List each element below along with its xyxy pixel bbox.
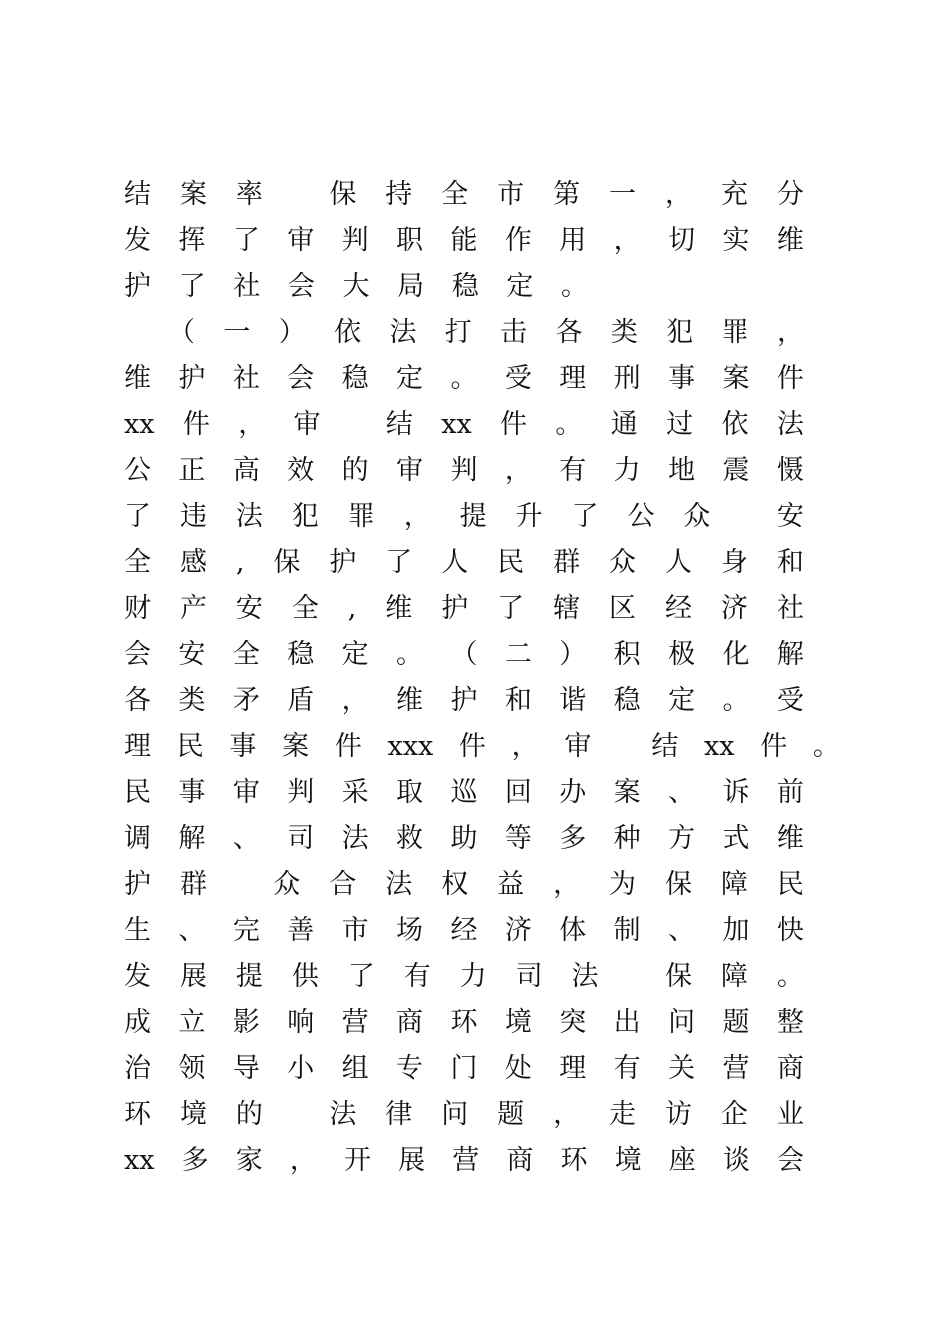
text-line: 发 挥 了 审 判 职 能 作 用 ， 切 实 维 bbox=[124, 225, 804, 256]
text-line: 发 展 提 供 了 有 力 司 法 保 障 。 bbox=[124, 961, 804, 992]
body-text bbox=[124, 172, 840, 1184]
text-line: 环 境 的 法 律 问 题 ， 走 访 企 业 bbox=[124, 1099, 804, 1130]
text-line: 治 领 导 小 组 专 门 处 理 有 关 营 商 bbox=[124, 1053, 804, 1084]
text-line: 护 了 社 会 大 局 稳 定 。 bbox=[124, 271, 588, 302]
text-line: 民 事 审 判 采 取 巡 回 办 案 、 诉 前 bbox=[124, 777, 804, 808]
text-line: 生 、 完 善 市 场 经 济 体 制 、 加 快 bbox=[124, 915, 804, 946]
text-line: 护 群 众 合 法 权 益 ， 为 保 障 民 bbox=[124, 869, 804, 900]
section-heading-line: （ 一 ） 依 法 打 击 各 类 犯 罪 ， bbox=[168, 317, 804, 348]
text-line: 会 安 全 稳 定 。 （ 二 ） 积 极 化 解 bbox=[124, 639, 804, 670]
text-line: 各 类 矛 盾 ， 维 护 和 谐 稳 定 。 受 bbox=[124, 685, 804, 716]
text-line: xx 件 ， 审 结 xx 件 。 通 过 依 法 bbox=[124, 409, 804, 440]
text-line: 理 民 事 案 件 xxx 件 ， 审 结 xx 件 。 bbox=[124, 731, 840, 762]
text-line: 结 案 率 保 持 全 市 第 一 ， 充 分 bbox=[124, 179, 804, 210]
text-line: 全 感 , 保 护 了 人 民 群 众 人 身 和 bbox=[124, 547, 804, 578]
text-line: 财 产 安 全 , 维 护 了 辖 区 经 济 社 bbox=[124, 593, 804, 624]
text-line: 维 护 社 会 稳 定 。 受 理 刑 事 案 件 bbox=[124, 363, 804, 394]
text-line: xx 多 家 ， 开 展 营 商 环 境 座 谈 会 bbox=[124, 1145, 804, 1176]
text-line: 成 立 影 响 营 商 环 境 突 出 问 题 整 bbox=[124, 1007, 804, 1038]
text-line: 调 解 、 司 法 救 助 等 多 种 方 式 维 bbox=[124, 823, 804, 854]
text-line: 公 正 高 效 的 审 判 ， 有 力 地 震 慑 bbox=[124, 455, 804, 486]
text-line: 了 违 法 犯 罪 ， 提 升 了 公 众 安 bbox=[124, 501, 804, 532]
